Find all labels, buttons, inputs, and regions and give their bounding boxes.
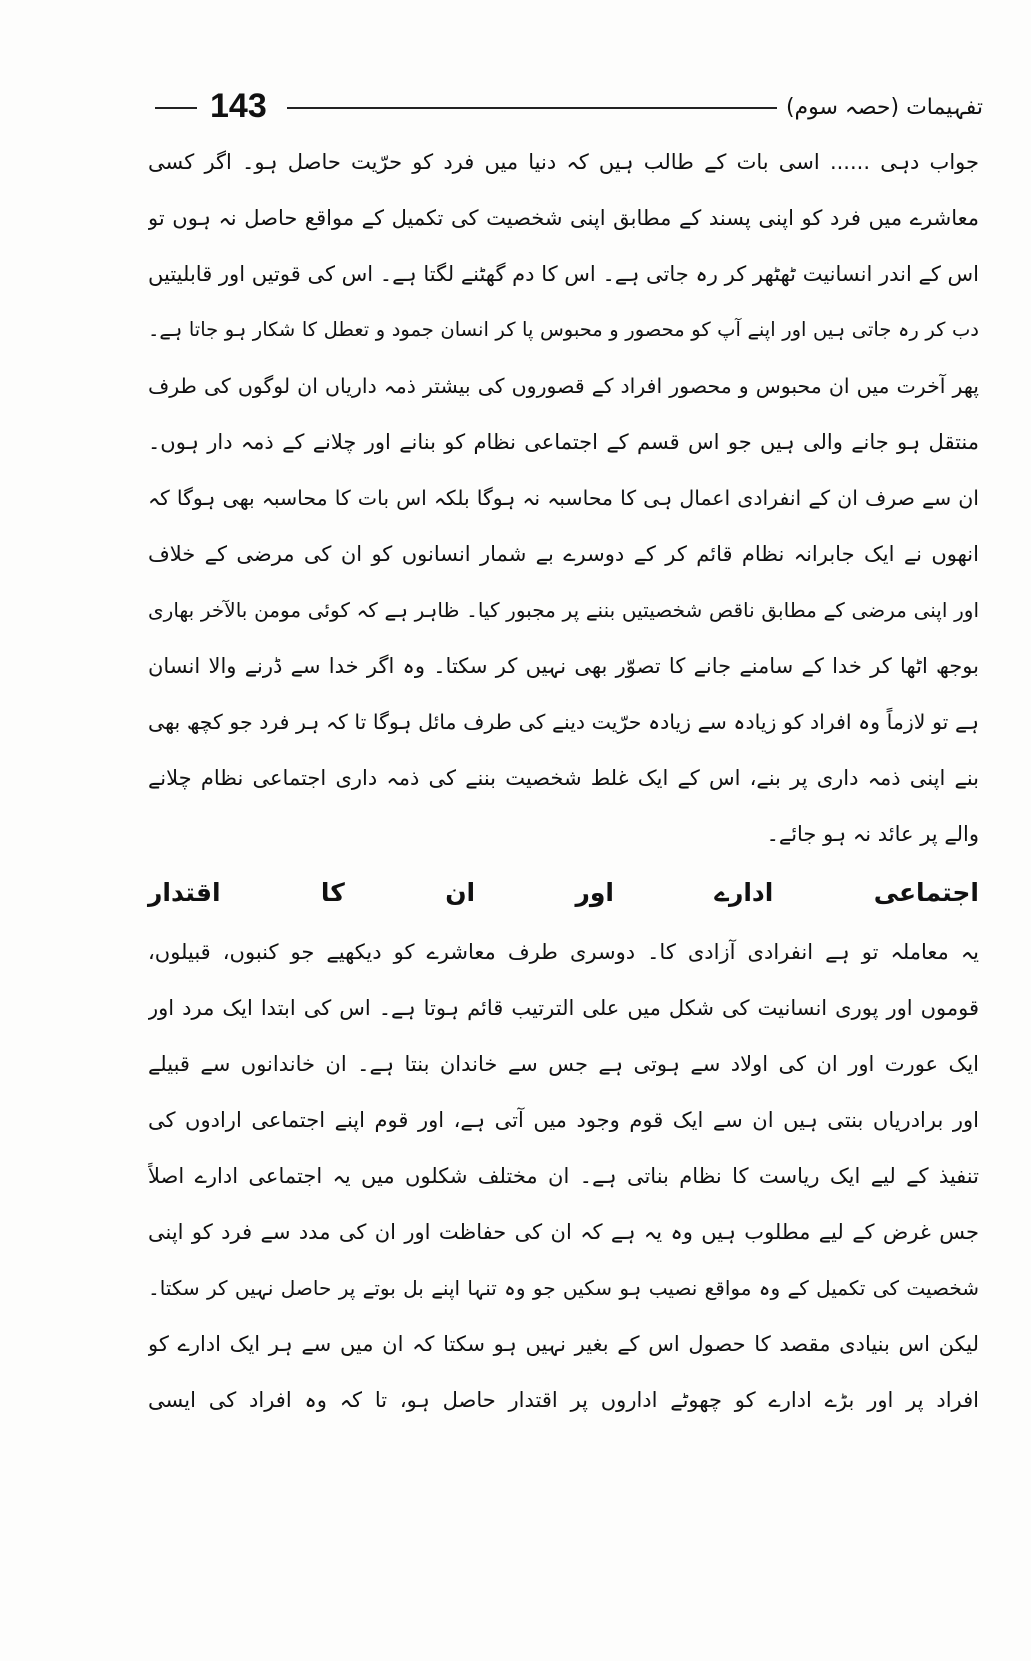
body-text	[148, 134, 979, 1428]
page-number: 143	[210, 87, 267, 125]
text-line: بوجھ اٹھا کر خدا کے سامنے جانے کا تصوّر بھی نہیں کر سکتا۔ وہ اگر خدا سے ڈرنے والا انسان	[148, 654, 979, 678]
text-line: ایک عورت اور ان کی اولاد سے ہوتی ہے جس سے خاندان بنتا ہے۔ ان خاندانوں سے قبیلے	[148, 1052, 979, 1076]
text-line: اور اپنی مرضی کے مطابق ناقص شخصیتیں بننے پر مجبور کیا۔ ظاہر ہے کہ کوئی مومن بالآخر بھاری	[148, 598, 979, 622]
text-line: ان سے صرف ان کے انفرادی اعمال ہی کا محاسبہ نہ ہوگا بلکہ اس بات کا محاسبہ بھی ہوگا کہ	[148, 486, 979, 510]
text-line: جواب دہی ...... اسی بات کے طالب ہیں کہ دنیا میں فرد کو حرّیت حاصل ہو۔ اگر کسی	[148, 150, 979, 174]
paragraph-freedom	[148, 134, 979, 862]
text-line: قوموں اور پوری انسانیت کی شکل میں علی الترتیب قائم ہوتا ہے۔ اس کی ابتدا ایک مرد اور	[148, 996, 979, 1020]
text-line: اور برادریاں بنتی ہیں ان سے ایک قوم وجود میں آتی ہے، اور قوم اپنے اجتماعی ارادوں کی	[148, 1108, 979, 1132]
text-line: انھوں نے ایک جابرانہ نظام قائم کر کے دوسرے بے شمار انسانوں کو ان کی مرضی کے خلاف	[148, 542, 979, 566]
text-line: شخصیت کی تکمیل کے وہ مواقع نصیب ہو سکیں جو وہ تنہا اپنے بل بوتے پر حاصل نہیں کر سکتا۔	[148, 1276, 979, 1300]
text-line: تنفیذ کے لیے ایک ریاست کا نظام بناتی ہے۔ ان مختلف شکلوں میں یہ اجتماعی ادارے اصلاً	[148, 1164, 979, 1188]
text-line: یہ معاملہ تو ہے انفرادی آزادی کا۔ دوسری طرف معاشرے کو دیکھیے جو کنبوں، قبیلوں،	[148, 940, 979, 964]
text-line: منتقل ہو جانے والی ہیں جو اس قسم کے اجتماعی نظام کو بنانے اور چلانے کے ذمہ دار ہوں۔	[148, 430, 979, 454]
header-rule-middle	[287, 107, 777, 109]
header-rule-left	[155, 107, 197, 109]
text-line: پھر آخرت میں ان محبوس و محصور افراد کے قصوروں کی بیشتر ذمہ داریاں ان لوگوں کی طرف	[148, 374, 979, 398]
text-line: جس غرض کے لیے مطلوب ہیں وہ یہ ہے کہ ان کی حفاظت اور ان کی مدد سے فرد کو اپنی	[148, 1220, 979, 1244]
text-line: دب کر رہ جاتی ہیں اور اپنے آپ کو محصور و محبوس پا کر انسان جمود و تعطل کا شکار ہو جاتا ہے۔	[148, 318, 979, 341]
text-line: اس کے اندر انسانیت ٹھٹھر کر رہ جاتی ہے۔ اس کا دم گھٹنے لگتا ہے۔ اس کی قوتیں اور قابلیتیں	[148, 262, 979, 286]
text-line: معاشرے میں فرد کو اپنی پسند کے مطابق اپنی شخصیت کی تکمیل کے مواقع حاصل نہ ہوں تو	[148, 206, 979, 230]
text-line: والے پر عائد نہ ہو جائے۔	[766, 822, 979, 846]
text-line: افراد پر اور بڑے ادارے کو چھوٹے اداروں پر اقتدار حاصل ہو، تا کہ وہ افراد کی ایسی	[148, 1388, 979, 1412]
page-header	[155, 86, 983, 130]
running-title: تفہیمات (حصہ سوم)	[785, 95, 983, 120]
section-heading: اجتماعی ادارے اور ان کا اقتدار	[148, 878, 979, 907]
text-line: ہے تو لازماً وہ افراد کو زیادہ سے زیادہ حرّیت دینے کی طرف مائل ہوگا تا کہ ہر فرد جو کچھ بھی	[148, 710, 979, 734]
text-line: بنے اپنی ذمہ داری پر بنے، اس کے ایک غلط شخصیت بننے کی ذمہ داری اجتماعی نظام چلانے	[148, 766, 979, 790]
text-line: لیکن اس بنیادی مقصد کا حصول اس کے بغیر نہیں ہو سکتا کہ ان میں سے ہر ایک ادارے کو	[148, 1332, 979, 1356]
paragraph-institutions	[148, 924, 979, 1428]
